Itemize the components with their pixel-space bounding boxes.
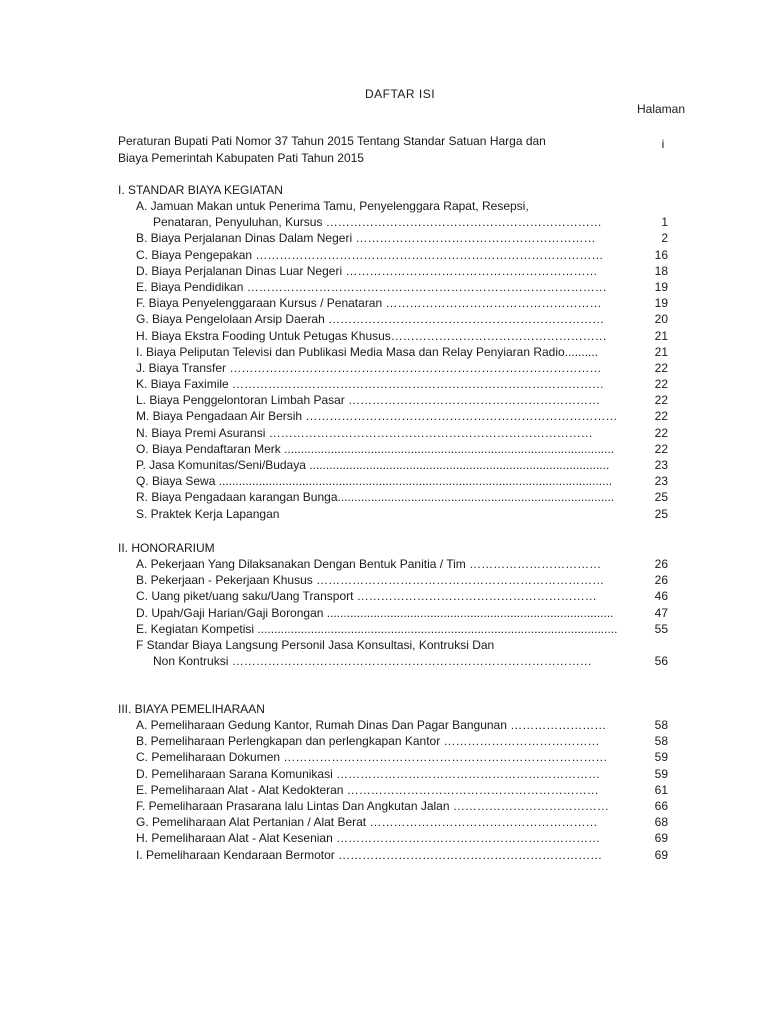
section-heading: III. BIAYA PEMELIHARAAN xyxy=(118,702,265,716)
toc-entry-page: 47 xyxy=(654,605,668,620)
toc-entry xyxy=(118,214,698,230)
toc-entry-text: E. Biaya Pendidikan ……………………………………………………………………………… xyxy=(136,279,607,294)
toc-entry xyxy=(118,717,698,733)
toc-entry xyxy=(118,425,698,441)
toc-entry xyxy=(118,766,698,782)
toc-entry-page: 58 xyxy=(654,718,668,732)
toc-entry-text: Non Kontruksi ……………………………………………………………………………… xyxy=(153,654,592,669)
toc-entry xyxy=(118,279,698,295)
toc-entry-text: F. Pemeliharaan Prasarana lalu Lintas Dan Angkutan Jalan ………………………………… xyxy=(136,798,609,813)
toc-entry xyxy=(118,749,698,765)
toc-entry-text: O. Biaya Pendaftaran Merk ................................................................................................... xyxy=(136,441,615,456)
toc-entry xyxy=(118,392,698,408)
page-column-label: Halaman xyxy=(637,102,686,116)
toc-entry xyxy=(118,198,698,214)
intro-line-2: Biaya Pemerintah Kabupaten Pati Tahun 2015 xyxy=(118,151,364,165)
section-honorarium xyxy=(118,540,698,669)
toc-entry xyxy=(118,556,698,572)
section-biaya-pemeliharaan xyxy=(118,701,698,863)
toc-entry-text: N. Biaya Premi Asuransi ……………………………………………………………………… xyxy=(136,425,593,440)
toc-entry-text: E. Pemeliharaan Alat - Alat Kedokteran ……………………………………………………… xyxy=(136,782,599,797)
toc-entry xyxy=(118,360,698,376)
toc-entry-page: 18 xyxy=(654,263,668,278)
toc-entry-page: 20 xyxy=(654,312,668,327)
toc-entry-page: 19 xyxy=(654,279,668,294)
toc-entry-page: 23 xyxy=(654,458,668,472)
toc-entry xyxy=(118,621,698,637)
toc-entry-text: J. Biaya Transfer ………………………………………………………………………………… xyxy=(136,360,602,375)
toc-entry-text: C. Pemeliharaan Dokumen ……………………………………………………………………… xyxy=(136,750,608,765)
toc-entry-text: I. Biaya Peliputan Televisi dan Publikasi Media Masa dan Relay Penyiaran Radio.......... xyxy=(136,344,599,359)
toc-entry xyxy=(118,814,698,830)
toc-entry-page: 59 xyxy=(654,766,668,781)
toc-entry xyxy=(118,782,698,798)
toc-entry-text: Q. Biaya Sewa ...................................................................................................................... xyxy=(136,474,613,489)
toc-entry-page: 22 xyxy=(654,409,668,424)
toc-entry xyxy=(118,506,698,522)
toc-entry-text: R. Biaya Pengadaan karangan Bunga................................................................................... xyxy=(136,490,615,505)
toc-entry-page: 21 xyxy=(654,344,668,359)
toc-entry-text: D. Pemeliharaan Sarana Komunikasi ………………………………………………………… xyxy=(136,766,601,781)
toc-entry-page: 68 xyxy=(654,815,668,830)
toc-entry-page: 56 xyxy=(654,654,668,669)
toc-entry xyxy=(118,328,698,344)
toc-entry-page: 55 xyxy=(654,621,668,636)
toc-entry-page: 19 xyxy=(654,296,668,311)
toc-entry-page: 1 xyxy=(661,215,668,230)
toc-entry-text: B. Biaya Perjalanan Dinas Dalam Negeri …………………………………………………… xyxy=(136,231,596,246)
toc-entry-text: L. Biaya Penggelontoran Limbah Pasar ……………………………………………………… xyxy=(136,393,601,408)
regulation-intro xyxy=(118,133,618,167)
toc-entry xyxy=(118,247,698,263)
toc-entry-page: 2 xyxy=(661,231,668,246)
toc-entry-page: 22 xyxy=(654,441,668,456)
toc-entry-page: 23 xyxy=(654,474,668,489)
toc-entry-text: P. Jasa Komunitas/Seni/Budaya .......................................................................................... xyxy=(136,458,610,472)
toc-entry xyxy=(118,572,698,588)
toc-entry xyxy=(118,376,698,392)
toc-entry-page: 66 xyxy=(654,798,668,813)
toc-entry-page: 22 xyxy=(654,377,668,392)
section-heading: II. HONORARIUM xyxy=(118,541,215,555)
toc-entry-text: C. Uang piket/uang saku/Uang Transport …………………………………………………… xyxy=(136,589,597,604)
toc-entry-text: F Standar Biaya Langsung Personil Jasa Konsultasi, Kontruksi Dan xyxy=(136,637,495,652)
toc-entry-page: 46 xyxy=(654,589,668,604)
toc-entry-page: 26 xyxy=(654,573,668,588)
toc-entry-page: 25 xyxy=(654,490,668,505)
toc-entry xyxy=(118,847,698,863)
toc-entry-text: S. Praktek Kerja Lapangan xyxy=(136,506,280,521)
toc-entry-page: 26 xyxy=(654,557,668,571)
toc-entry xyxy=(118,263,698,279)
toc-entry xyxy=(118,295,698,311)
toc-entry-page: 22 xyxy=(654,360,668,375)
toc-entry-page: 58 xyxy=(654,734,668,749)
section-standar-biaya-kegiatan xyxy=(118,182,698,522)
toc-entry xyxy=(118,588,698,604)
toc-entry-text: H. Biaya Ekstra Fooding Untuk Petugas Khusus……………………………………………… xyxy=(136,328,607,343)
toc-entry-text: B. Pekerjaan - Pekerjaan Khusus ……………………………………………………………… xyxy=(136,573,605,588)
toc-entry-page: 22 xyxy=(654,393,668,408)
toc-entry-page: 69 xyxy=(654,831,668,846)
toc-entry-text: G. Pemeliharaan Alat Pertanian / Alat Berat ………………………………………………… xyxy=(136,815,598,830)
toc-entry-text: D. Biaya Perjalanan Dinas Luar Negeri ……………………………………………………… xyxy=(136,263,598,278)
toc-entry xyxy=(118,457,698,473)
document-title: DAFTAR ISI xyxy=(364,87,436,101)
toc-entry-page: 69 xyxy=(654,847,668,862)
toc-entry-page: 59 xyxy=(654,750,668,765)
intro-page-number: i xyxy=(661,137,665,151)
toc-entry-page: 22 xyxy=(654,425,668,440)
toc-entry-text: Penataran, Penyuluhan, Kursus …………………………………………………………… xyxy=(153,215,602,230)
section-heading: I. STANDAR BIAYA KEGIATAN xyxy=(118,183,283,197)
toc-entry-text: M. Biaya Pengadaan Air Bersih …………………………………………………………………… xyxy=(136,409,618,424)
toc-entry xyxy=(118,733,698,749)
toc-entry xyxy=(118,637,698,653)
toc-entry xyxy=(118,441,698,457)
toc-entry xyxy=(118,830,698,846)
toc-entry-text: A. Pemeliharaan Gedung Kantor, Rumah Dinas Dan Pagar Bangunan …………………… xyxy=(136,718,607,732)
toc-entry-page: 25 xyxy=(654,506,668,521)
toc-entry-text: I. Pemeliharaan Kendaraan Bermotor ………………………………………………………… xyxy=(136,847,603,862)
toc-entry-text: H. Pemeliharaan Alat - Alat Kesenian ………………………………………………………… xyxy=(136,831,601,846)
toc-entry xyxy=(118,344,698,360)
toc-entry-text: E. Kegiatan Kompetisi ............................................................................................................ xyxy=(136,621,618,636)
toc-entry xyxy=(118,605,698,621)
toc-entry-page: 61 xyxy=(654,782,668,797)
toc-entry-text: B. Pemeliharaan Perlengkapan dan perlengkapan Kantor ………………………………… xyxy=(136,734,600,749)
toc-entry-text: C. Biaya Pengepakan …………………………………………………………………………… xyxy=(136,247,604,262)
toc-entry-text: A. Pekerjaan Yang Dilaksanakan Dengan Bentuk Panitia / Tim …………………………… xyxy=(136,557,602,571)
toc-entry xyxy=(118,798,698,814)
intro-line-1: Peraturan Bupati Pati Nomor 37 Tahun 2015 Tentang Standar Satuan Harga dan xyxy=(118,134,546,148)
toc-entry xyxy=(118,473,698,489)
toc-entry-text: A. Jamuan Makan untuk Penerima Tamu, Penyelenggara Rapat, Resepsi, xyxy=(136,199,529,213)
toc-entry xyxy=(118,311,698,327)
toc-entry-page: 16 xyxy=(654,247,668,262)
toc-entry xyxy=(118,230,698,246)
toc-entry xyxy=(118,489,698,505)
toc-entry-page: 21 xyxy=(654,328,668,343)
toc-entry-text: F. Biaya Penyelenggaraan Kursus / Penataran ……………………………………………… xyxy=(136,296,602,311)
toc-entry xyxy=(118,408,698,424)
toc-entry-text: D. Upah/Gaji Harian/Gaji Borongan ...................................................................................... xyxy=(136,605,614,620)
toc-entry-text: K. Biaya Faximile ………………………………………………………………………………… xyxy=(136,377,605,392)
toc-entry xyxy=(118,653,698,669)
toc-entry-text: G. Biaya Pengelolaan Arsip Daerah …………………………………………………………… xyxy=(136,312,605,327)
